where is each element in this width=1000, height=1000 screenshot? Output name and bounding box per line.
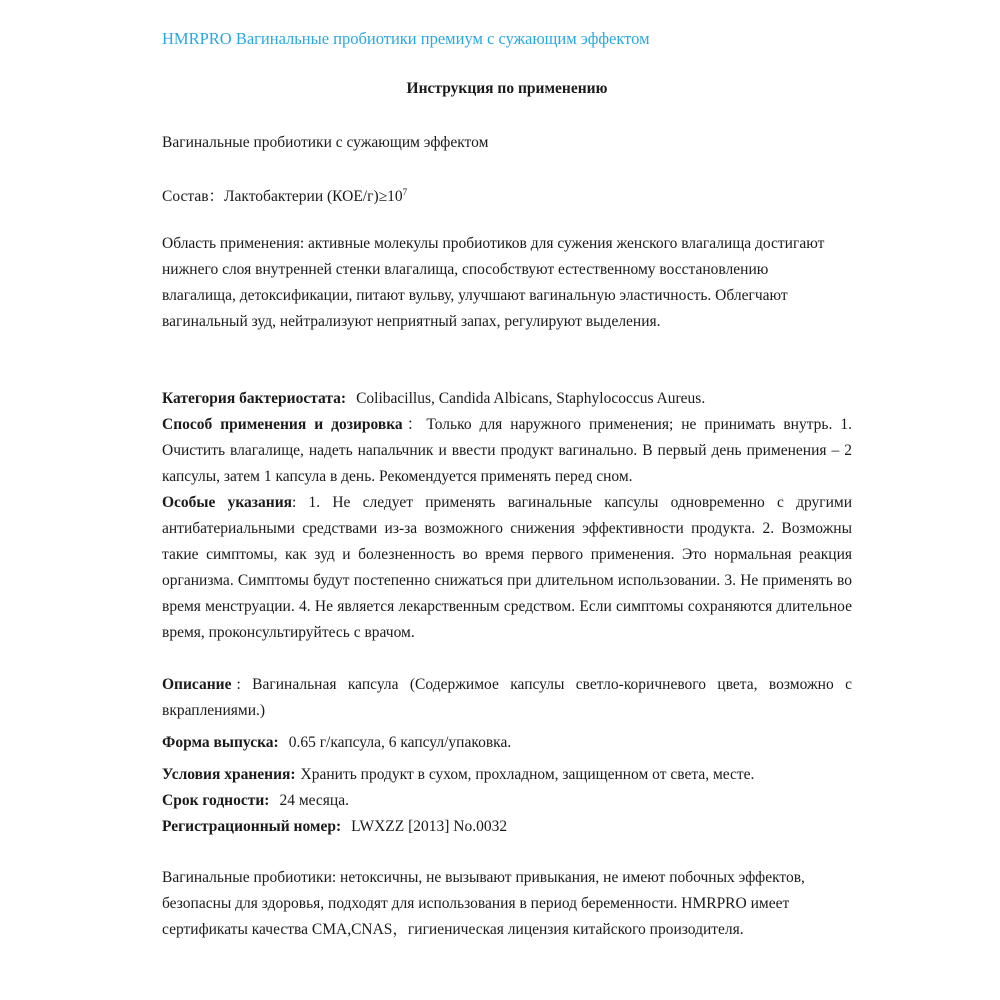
bacteriostat-line <box>162 386 852 412</box>
dosage-label: Способ применения и дозировка <box>162 416 403 433</box>
composition-line <box>162 184 852 210</box>
description-paragraph <box>162 672 852 724</box>
registration-label: Регистрационный номер: <box>162 818 342 835</box>
bacteriostat-value: Colibacillus, Candida Albicans, Staphylococcus Aureus. <box>356 390 706 407</box>
footer-paragraph: Вагинальные пробиотики: нетоксичны, не вызывают привыкания, не имеют побочных эффектов, безопасны для здоровья, подходят для использования в период беременности. HMRPRO имеет сертификаты качества CMA,CNAS，гигиеническая лицензия китайского произодителя. <box>162 869 805 938</box>
composition-exponent: 7 <box>402 186 408 197</box>
brand-title: HMRPRO Вагинальные пробиотики премиум с сужающим эффектом <box>162 29 650 48</box>
application-area-paragraph: Область применения: активные молекулы пробиотиков для сужения женского влагалища достигают нижнего слоя внутренней стенки влагалища, способствуют естественному восстановлению влагалища, детоксификации, питают вульву, улучшают вагинальную эластичность. Облегчают вагинальный зуд, нейтрализуют неприятный запах, регулируют выделения. <box>162 235 825 330</box>
shelf-life-label: Срок годности: <box>162 792 270 809</box>
storage-value: Хранить продукт в сухом, прохладном, защищенном от света, месте. <box>300 766 755 783</box>
document-heading: Инструкция по применению <box>406 80 608 97</box>
dosage-paragraph <box>162 412 852 490</box>
special-instructions-paragraph <box>162 490 852 646</box>
special-instructions-label: Особые указания <box>162 494 293 511</box>
product-subtitle: Вагинальные пробиотики с сужающим эффектом <box>162 134 489 151</box>
composition-value: Лактобактерии (КОЕ/г)≥10 <box>224 188 403 205</box>
description-value: : Вагинальная капсула (Содержимое капсулы светло-коричневого цвета, возможно с вкраплениями.) <box>162 676 852 719</box>
composition-label: Состав： <box>162 188 225 205</box>
registration-line <box>162 814 852 840</box>
shelf-life-line <box>162 788 852 814</box>
shelf-life-value: 24 месяца. <box>279 792 349 809</box>
storage-label: Условия хранения: <box>162 766 296 783</box>
instruction-document <box>162 0 852 1000</box>
bacteriostat-label: Категория бактериостата: <box>162 390 347 407</box>
dosage-value: ：Только для наружного применения; не принимать внутрь. 1. Очистить влагалище, надеть напальчник и ввести продукт вагинально. В первый день применения – 2 капсулы, затем 1 капсула в день. Рекомендуется применять перед сном. <box>162 416 852 485</box>
release-form-value: 0.65 г/капсула, 6 капсул/упаковка. <box>288 734 512 751</box>
release-form-label: Форма выпуска: <box>162 734 279 751</box>
release-form-line <box>162 730 852 756</box>
special-instructions-value: : 1. Не следует применять вагинальные капсулы одновременно с другими антибатериальными средствами из-за возможного снижения эффективности продукта. 2. Возможны такие симптомы, как зуд и болезненность во время первого применения. Это нормальная реакция организма. Симптомы будут постепенно снижаться при длительном использовании. 3. Не применять во время менструации. 4. Не является лекарственным средством. Если симптомы сохраняются длительное время, проконсультируйтесь с врачом. <box>162 494 853 641</box>
registration-value: LWXZZ [2013] No.0032 <box>351 818 508 835</box>
description-label: Описание <box>162 676 232 693</box>
storage-line <box>162 762 852 788</box>
